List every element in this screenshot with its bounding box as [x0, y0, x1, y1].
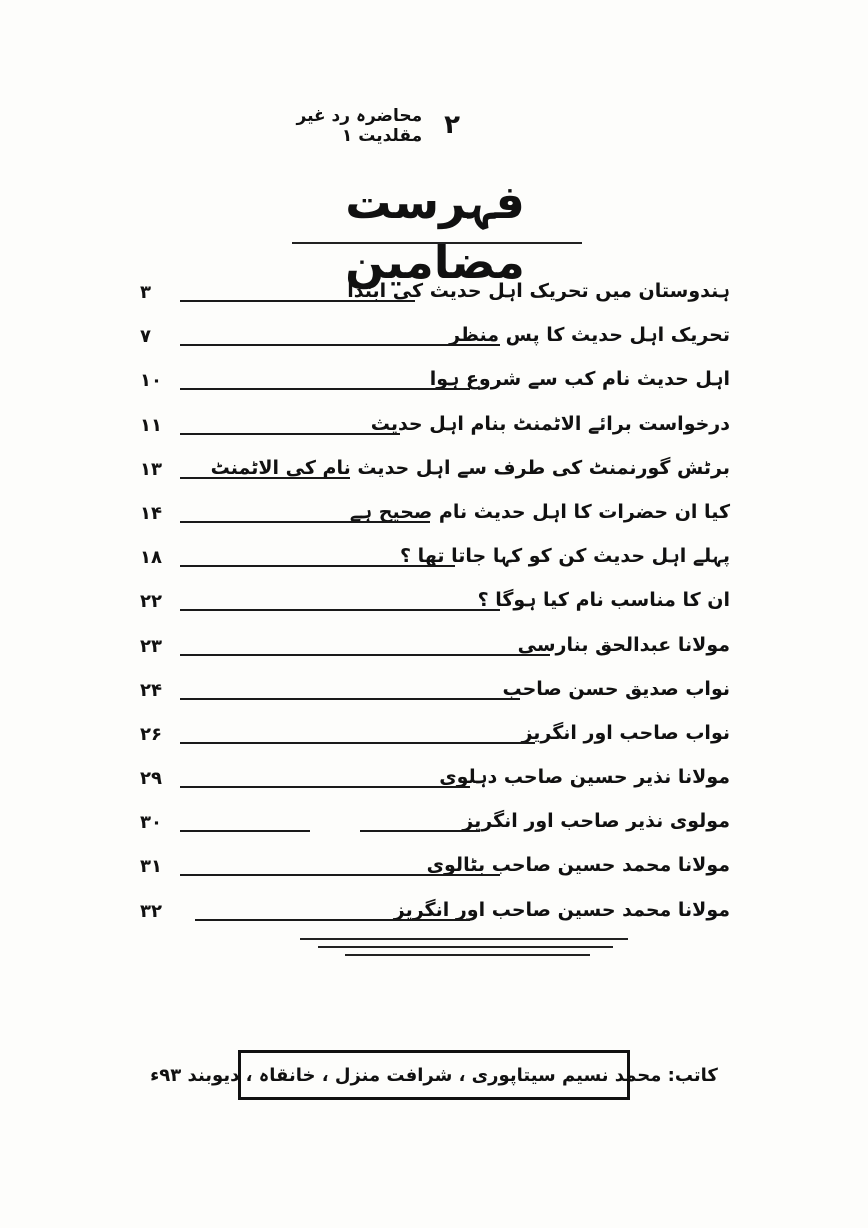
toc-entry [130, 852, 730, 896]
dot-leader [180, 830, 310, 832]
toc-entry-page: ۷ [140, 326, 151, 348]
dot-leader [180, 433, 400, 435]
toc-entry [130, 720, 730, 764]
toc-entry-page: ۳ [140, 282, 151, 303]
toc-entry [130, 897, 730, 941]
toc-entry-page: ۲۴ [140, 679, 162, 701]
toc-entry [130, 411, 730, 455]
dot-leader [180, 565, 455, 567]
toc-entry-page: ۳۰ [140, 812, 162, 834]
dot-leader [180, 609, 500, 611]
toc-entry-title: ہندوستان میں تحریک اہل حدیث کی ابتدا [347, 280, 730, 302]
page-number: ۲ [444, 110, 460, 140]
toc-entry-title: برٹش گورنمنٹ کی طرف سے اہل حدیث نام کی الاٹمنٹ [210, 456, 730, 479]
toc-entry-title: اہل حدیث نام کب سے شروع ہوا [429, 368, 730, 391]
toc-entry-title: کیا ان حضرات کا اہل حدیث نام صحیح ہے [349, 500, 730, 523]
dot-leader [180, 477, 350, 479]
toc-entry-page: ۱۳ [140, 458, 162, 480]
toc-entry [130, 499, 730, 543]
dot-leader [195, 919, 470, 921]
toc-entry-page: ۱۴ [140, 502, 162, 524]
toc-entry-title: مولوی نذیر صاحب اور انگریز [462, 810, 730, 833]
toc-entry-title: تحریک اہل حدیث کا پس منظر [449, 324, 730, 347]
dot-leader [180, 521, 430, 523]
toc-entry-title: پہلے اہل حدیث کن کو کہا جاتا تھا ؟ [400, 545, 730, 568]
dot-leader [180, 742, 535, 744]
toc-entry-page: ۳۲ [140, 900, 162, 922]
dot-leader [180, 698, 520, 700]
toc-entry-title: نواب صدیق حسن صاحب [502, 677, 730, 700]
toc-entry [130, 808, 730, 852]
toc-entry-title: درخواست برائے الاٹمنٹ بنام اہل حدیث [370, 412, 730, 435]
dot-leader [180, 874, 500, 876]
dot-leader [180, 654, 550, 656]
running-head [230, 105, 460, 146]
toc-entry [130, 278, 730, 322]
toc-entry-title: نواب صاحب اور انگریز [521, 721, 730, 744]
book-title: محاضرہ رد غیر مقلدیت ۱ [296, 105, 423, 146]
dot-leader [180, 344, 500, 346]
toc-entry [130, 322, 730, 366]
toc-entry [130, 587, 730, 631]
toc-entry-page: ۱۰ [140, 370, 162, 392]
toc-entry [130, 764, 730, 808]
toc-entry-title: ان کا مناسب نام کیا ہوگا ؟ [477, 589, 730, 612]
toc-entry [130, 676, 730, 720]
toc-entry-page: ۲۶ [140, 723, 162, 745]
toc-entry-page: ۱۱ [140, 414, 162, 436]
title-underline [292, 242, 582, 244]
toc-entry-title: مولانا نذیر حسین صاحب دہلوی [439, 766, 730, 789]
toc-entry-page: ۲۹ [140, 768, 162, 790]
dot-leader [180, 786, 470, 788]
dot-leader [360, 830, 480, 832]
toc-entry-page: ۱۸ [140, 547, 162, 569]
scribe-colophon: کاتب: محمد نسیم سیتاپوری ، شرافت منزل ، خانقاہ ، دیوبند ۹۳ء [238, 1050, 630, 1100]
toc-entry-title: مولانا محمد حسین صاحب بٹالوی [426, 854, 730, 877]
toc-entry [130, 455, 730, 499]
toc-entry [130, 543, 730, 587]
end-rule [345, 954, 590, 956]
toc-entry-page: ۲۲ [140, 591, 162, 613]
toc-entry-page: ۳۱ [140, 856, 162, 878]
dot-leader [180, 300, 415, 302]
toc-entry-page: ۲۳ [140, 635, 162, 657]
dot-leader [180, 388, 470, 390]
toc-entry [130, 366, 730, 410]
page-title: فہرست مضامین [345, 175, 525, 289]
toc-entry-title: مولانا محمد حسین صاحب اور انگریز [393, 898, 730, 921]
table-of-contents [130, 278, 730, 941]
toc-entry-title: مولانا عبدالحق بنارسی [517, 633, 730, 656]
end-rule [318, 946, 613, 948]
end-rule [300, 938, 628, 940]
toc-entry [130, 632, 730, 676]
